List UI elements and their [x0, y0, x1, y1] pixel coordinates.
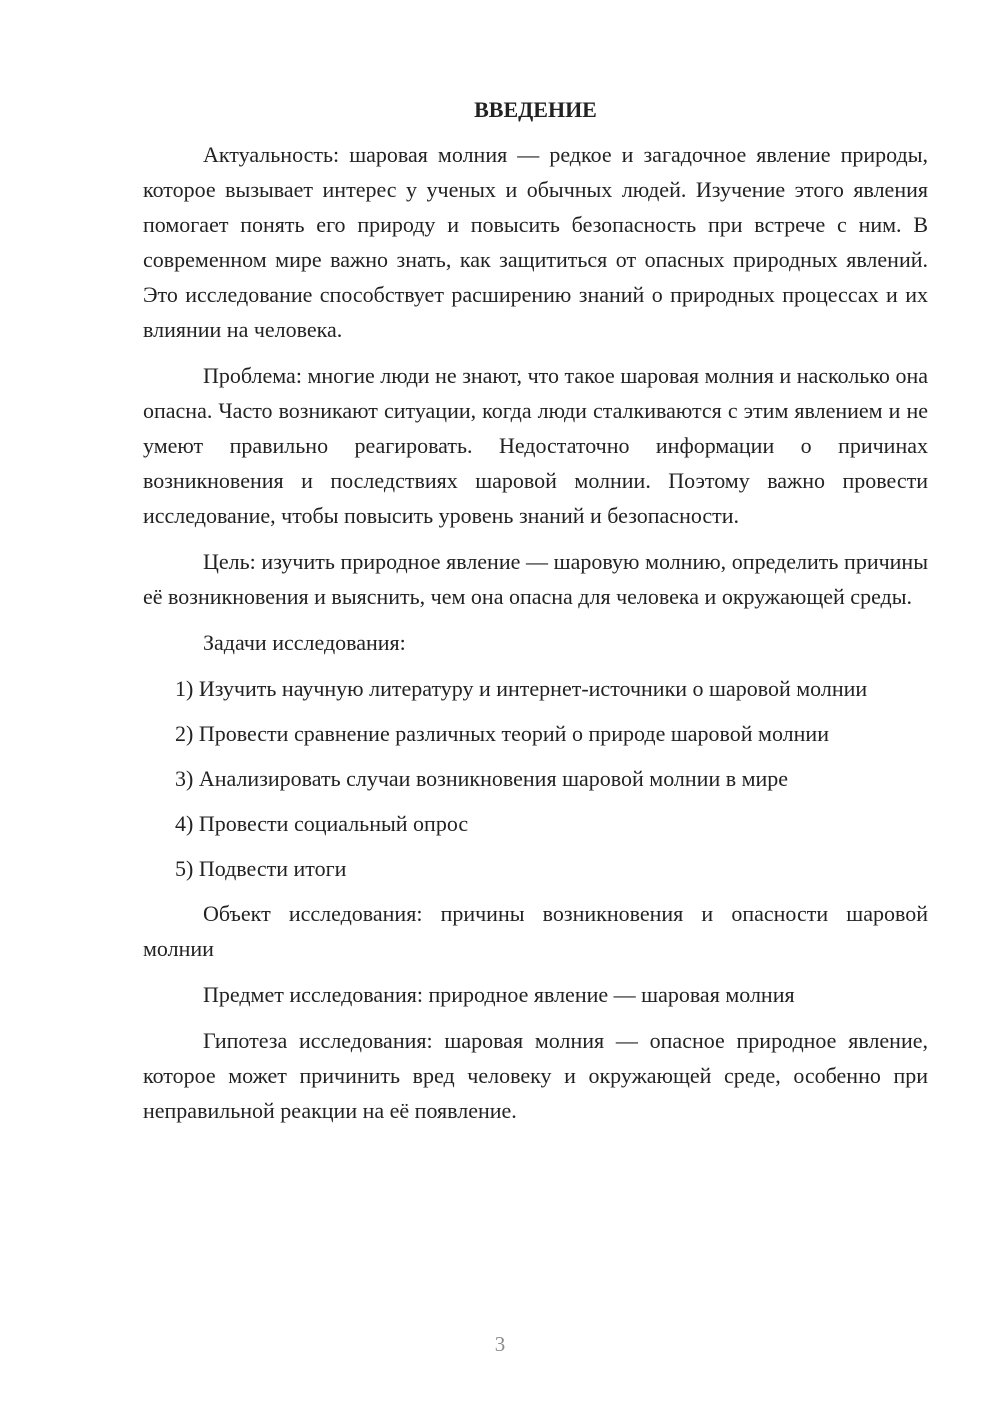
paragraph-relevance: Актуальность: шаровая молния — редкое и загадочное явление природы, которое вызывает интерес у ученых и обычных людей. Изучение этого явления помогает понять его природу и повысить безопасность при встрече с ним. В современном мире важно знать, как защититься от опасных природных явлений. Это исследование способствует расширению знаний о природных процессах и их влиянии на человека.	[143, 142, 928, 342]
page-title: ВВЕДЕНИЕ	[474, 97, 597, 122]
paragraph-subject: Предмет исследования: природное явление — шаровая молния	[203, 982, 795, 1007]
page-number: 3	[494, 1332, 506, 1356]
task-item-4: 4) Провести социальный опрос	[175, 811, 469, 836]
page-content	[143, 95, 928, 1139]
task-item-5: 5) Подвести итоги	[175, 856, 347, 881]
paragraph-problem: Проблема: многие люди не знают, что такое шаровая молния и насколько она опасна. Часто возникают ситуации, когда люди сталкиваются с этим явлением и не умеют правильно реагировать. Недостаточно информации о причинах возникновения и последствиях шаровой молнии. Поэтому важно провести исследование, чтобы повысить уровень знаний и безопасности.	[143, 363, 928, 528]
paragraph-goal: Цель: изучить природное явление — шаровую молнию, определить причины её возникновения и выяснить, чем она опасна для человека и окружающей среды.	[143, 549, 928, 609]
task-item-3: 3) Анализировать случаи возникновения шаровой молнии в мире	[175, 766, 789, 791]
paragraph-hypothesis: Гипотеза исследования: шаровая молния — опасное природное явление, которое может причинить вред человеку и окружающей среде, особенно при неправильной реакции на её появление.	[143, 1028, 928, 1123]
task-item-2: 2) Провести сравнение различных теорий о природе шаровой молнии	[175, 721, 829, 746]
paragraph-object: Объект исследования: причины возникновения и опасности шаровой молнии	[143, 901, 928, 961]
task-item-1: 1) Изучить научную литературу и интернет-источники о шаровой молнии	[175, 676, 868, 701]
tasks-heading: Задачи исследования:	[203, 630, 406, 655]
